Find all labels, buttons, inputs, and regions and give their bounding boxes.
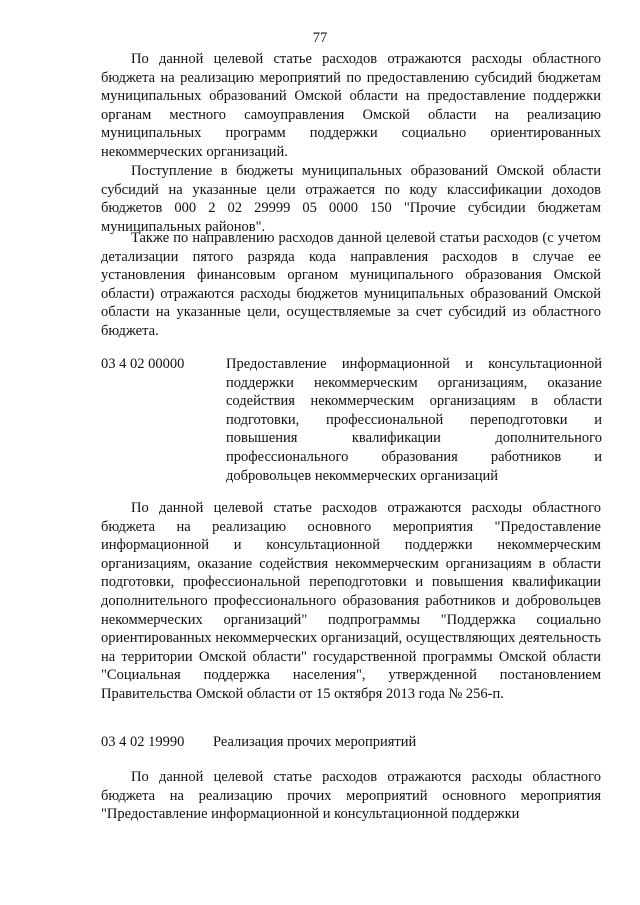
- paragraph-revenue-classification: Поступление в бюджеты муниципальных образований Омской области субсидий на указанные цели отражается по коду классификации доходов бюджетов 000 2 02 29999 05 0000 150 "Прочие субсидии бюджетам муниципальных районов".: [101, 163, 601, 235]
- section-title: Предоставление информационной и консультационной поддержки некоммерческим организациям, оказание содействия некоммерческим организациям в области подготовки, профессиональной переподготовки и повышения квалификации дополнительного профессионального образования работников и добровольцев некоммерческих организаций: [226, 356, 602, 484]
- paragraph-main-activity-description: По данной целевой статье расходов отражаются расходы областного бюджета на реализацию основного мероприятия "Предоставление информационной и консультационной поддержки некоммерческим организациям, оказание содействия некоммерческим организациям в области подготовки, профессиональной переподготовки и повышения квалификации дополнительного профессионального образования работников и добровольцев некоммерческих организаций" подпрограммы "Поддержка социально ориентированных некоммерческих организаций, осуществляющих деятельность на территории Омской области" государственной программы Омской области "Социальная поддержка населения", утвержденной постановлением Правительства Омской области от 15 октября 2013 года № 256-п.: [101, 500, 601, 702]
- section-code: 03 4 02 19990: [101, 734, 185, 750]
- paragraph-other-activities-description: По данной целевой статье расходов отражаются расходы областного бюджета на реализацию прочих мероприятий основного мероприятия "Предоставление информационной и консультационной поддержки: [101, 769, 601, 823]
- paragraph-municipal-expenses: Также по направлению расходов данной целевой статьи расходов (с учетом детализации пятого разряда кода направления расходов в случае ее установления финансовым органом муниципального образования Омской области) отражаются расходы бюджетов муниципальных образований Омской области на указанные цели, осуществляемые за счет субсидий из областного бюджета.: [101, 230, 601, 339]
- section-title: Реализация прочих мероприятий: [213, 734, 417, 750]
- paragraph-subsidies-description: По данной целевой статье расходов отражаются расходы областного бюджета на реализацию мероприятий по предоставлению субсидий бюджетам муниципальных образований Омской области на предоставление поддержки органам местного самоуправления Омской области на реализацию муниципальных программ поддержки социально ориентированных некоммерческих организаций.: [101, 51, 601, 160]
- section-code: 03 4 02 00000: [101, 356, 185, 372]
- page-number: 77: [312, 30, 328, 46]
